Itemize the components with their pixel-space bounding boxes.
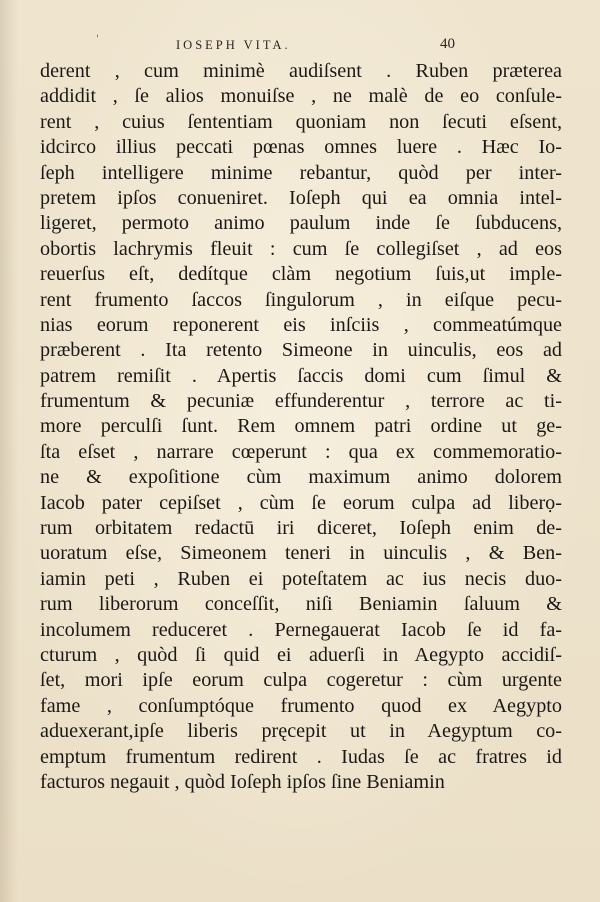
- text-line: uoratum eſse, Simeonem teneri in uinculis , & Ben-: [40, 542, 562, 565]
- text-line: more perculſi ſunt. Rem omnem patri ordine ut ge-: [40, 415, 562, 438]
- text-line: cturum , quòd ſi quid ei aduerſi in Aegypto accidiſ-: [40, 643, 562, 666]
- text-line: fame , conſumptóque frumento quod ex Aegypto: [40, 694, 562, 717]
- text-line: ne & expoſitione cùm maximum animo dolorem: [40, 466, 562, 489]
- text-line: derent , cum minimè audiſsent . Ruben præterea: [40, 60, 562, 82]
- text-line: idcirco illius peccati pœnas omnes luere . Hæc Io-: [40, 136, 562, 159]
- text-line: ſta eſset , narrare cœperunt : qua ex commemoratio-: [40, 440, 562, 463]
- text-line: nias eorum reponerent eis inſciis , commeatúmque: [40, 313, 562, 336]
- text-line: facturos negauit , quòd Ioſeph ipſos ſine Beniamin: [40, 770, 445, 793]
- text-line: præberent . Ita retento Simeone in uinculis, eos ad: [40, 339, 562, 362]
- text-line: rum liberorum conceſſit, niſi Beniamin ſaluum &: [40, 593, 562, 616]
- text-line: aduexerant,ipſe liberis pręcepit ut in Aegyptum co-: [40, 720, 562, 743]
- text-line: rent , cuius ſententiam quoniam non ſecuti eſsent,: [40, 110, 562, 133]
- gutter-mark: ': [96, 34, 99, 45]
- text-line: Iacob pater cepiſset , cùm ſe eorum culpa ad liberọ-: [40, 491, 562, 514]
- page-number: 40: [440, 36, 455, 52]
- text-line: pretem ipſos conueniret. Ioſeph qui ea omnia intel-: [40, 186, 562, 209]
- text-line: iamin peti , Ruben ei poteſtatem ac ius necis duo-: [40, 567, 562, 590]
- text-line: obortis lachrymis fleuit : cum ſe collegiſset , ad eos: [40, 237, 562, 260]
- running-title: IOSEPH VITA.: [176, 38, 291, 52]
- text-line: ligeret, permoto animo paulum inde ſe ſubducens,: [40, 212, 562, 235]
- text-line: rum orbitatem redactū iri diceret, Ioſeph enim de-: [40, 517, 562, 540]
- text-line: patrem remiſit . Apertis ſaccis domi cum ſimul &: [40, 364, 562, 387]
- text-line: incolumem reduceret . Pernegauerat Iacob ſe id fa-: [40, 618, 562, 641]
- text-line: rent frumento ſaccos ſingulorum , in eiſque pecu-: [40, 288, 562, 311]
- text-line: frumentum & pecuniæ effunderentur , terrore ac ti-: [40, 390, 562, 413]
- text-line: addidit , ſe alios monuiſse , ne malè de eo conſule-: [40, 85, 562, 108]
- text-line: emptum frumentum redirent . Iudas ſe ac fratres id: [40, 745, 562, 768]
- text-line: ſeph intelligere minime rebantur, quòd per inter-: [40, 161, 562, 184]
- text-line: ſet, mori ipſe eorum culpa cogeretur : cùm urgente: [40, 669, 562, 692]
- page-edge-shadow: [0, 0, 18, 902]
- text-line: reuerſus eſt, dedítque clàm negotium ſuis,ut imple-: [40, 263, 562, 286]
- body-text: [40, 59, 562, 795]
